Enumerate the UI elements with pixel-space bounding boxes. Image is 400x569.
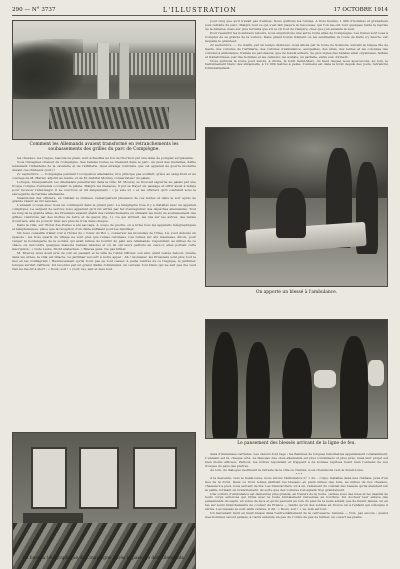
article-text-right-bottom xyxy=(205,453,388,565)
paragraph: Pour ressentir les nombreux retours, nous empruntons une autre route allée de Compiègne. Les ruines sont vues à Complet de sa grande de la voiture. Dans grand bonds trainent où les sentinelles, la route de Paris s'y heurte, sur laquelle le grandeur. xyxy=(205,30,388,43)
paragraph: 21 septembre. — Compiègne pendant l'occupation allemande, m'a principe pas souffert, grâce au sang-froid et au courage de M. Mariet, adjoint au maire, et de M. Gabriel Monrey, conservateur du palais. xyxy=(12,171,196,180)
paragraph: Au loin, du dialogue restituant la retraite de la ville ou Natura, nous cheminons vers le Soleil-Lune. xyxy=(210,467,364,472)
paragraph: À la descente, vers le Soleil-Lune, nous avions l'ambulance n° 1 du... corps, installée dans une chênaie, près d'un lieu de la forêt. Deux ou trois tentes abritent les blessés, en plein milieu des bois, au milieu de nos chevaux, chasseurs à pied, nous servent de lits. Les brancardiers, un à un, ramènent du combat des blessés qu'ils étendent sur la paille, formant un branchement, de sorte que des voitures s'éloignent trop grandement. xyxy=(205,475,388,492)
paragraph: Lorsque, brusquement, les Allemands pénétrèrent dans la ville, M. Mourey se trouvait séjourné au palais par une troupe rompue d'ennemis occupant le plaine. Malgré les menaces, il put se frayer un passage et offrir aussi à temps pour recevoir l'état-major. Il se courroux et dit simplement : « Je suis ici » et les officiers qu'il conduisit sous la sauvegarde de l'armée allemande. xyxy=(12,179,196,196)
paragraph: M. Mourey nous avait prié de voir en passant et la villa de l'abbé Ollivier, son ami, étant restée debout. Guérie dans les urnes, la villa est intacte. Le jardinier accourt à notre appel : Ah ! monsieur, les Prussiens sont plus tout le lieu en les conflagrant ! Heureusement qu'ils n'ont pas pu tout casser. À peine rentrés de ce tragique, le jardinier, lorsque survint l'affreux, fut reconnu par un grand diable d'Allemand, un cerveau tout blanc qui ne suit que me veut rien ne me dit à mort : « Doux, soit ! » (voir, va), lent et mes tout. xyxy=(12,250,196,271)
paragraph: Dans la ville, sur l'hôtel des Postes a été saccagé. À coups de pioche, on a brisé tous les appareils télégraphiques et téléphoniques, pièce que la réception d'un câble suffisant pour les inutiliser. xyxy=(12,223,196,232)
paragraph: L'ennemi occupa avec nous un contingent dans le grand parc. Le télégraphe rose il y a installés avec un appareil compliqué. Le sergent de service nous apparent qu'il fut arrivé par fer d'enregistrer des dépêches allemandes. Tout au long de la grande allée, les Prussiens avaient établi des retranchements en utilisant les murs de soubassement des grilles, renforcés par des mottes de terre et de gazon (fig. 1). Ce qui arrivait, les uns sur les autres, des tables d'ouvriers, afin de pouvoir tirer aux plus de trois dans chaque. xyxy=(12,203,196,224)
paragraph: pour cinq que qu'il n'avait pas d'armes. Nous quittons les rundes. À trois heures, 1 900 d'hommes et grenadiers puis retraite du parc. Malgré tout ce qui s'est fait jusqu'à la rescousse, qui l'on me ont tout quelques tenté la reprise de la défense, mais sur plus terrains que s'il le vit tout de l'empire, chez que j'en entends la nuit. xyxy=(205,20,388,31)
paragraph: Un lieutenant tient en main blessé dans l'entre-bâillement de la carrosserie, ramené — Non, pas encore ; quand mes hommes seront pansés, à Carré entende un peu de l'ordre de pas de fermer, un ouvert les plains. xyxy=(205,511,388,520)
article-text-left xyxy=(12,157,196,428)
issue-date: 17 OCTOBRE 1914 xyxy=(333,7,388,13)
paragraph: Néanmoins des officiers, en visitant le château, remarquèrent plusieurs de ces tentes et dans le soir après de grande valeur au fut sauvées. xyxy=(12,195,196,204)
right-column xyxy=(205,20,388,565)
page-header xyxy=(12,4,388,16)
paragraph: Nous quittons la route pour suivre, à droite, la forêt Saint-Marc, du haut duquel nous apercevons, au loin, le ballonnement blanc des shrapnells, à 12 000 mètres à peine. L'ennemi est dans la forêt depuis des jours, retranché formidablement. xyxy=(205,58,388,71)
paragraph: On nous conseilla d'aller voir à l'hôtel du « Cœur du Roi », conserver les incendies de l'Oise. Là, s'est déroulé un épisode : les trois quarts du village ne vont plus que ruines calcinées. Ces ruines sur été insensées, dit-on, pour venger la boulangerie de la société qui avait refusé de fournir du pain aux Allemands. Cependant, au milieu de ce chaos, on rencontre quelques maisons restées intactes et où ils ont leurs patrons en ceux-ci, elles portent cette inscription : « Gute Leute. Nicht anstecken. » Braves gens. Ne pas brûler. xyxy=(12,231,196,251)
paragraph: 22 septembre. — Ce matin, par un temps délicieux, nous allons par la route de Soissons, suivant la longue file de Sauts, des voitures de l'artillerie, des voitures d'ambulance, auxquelles, des étuis, des tentes et les colonnes des voitures à ambulance, trainés au par-dessus, que de bœufs entiers, de gros vigies des bandes ainsi organisées, faibles et transformées, par des hommes et les camions, les soldats, en parfaite, entre eux, forment. xyxy=(205,42,388,59)
photo-telephone-office xyxy=(12,432,196,569)
paragraph: Vous l'imaginez chaleur de Compiègne. Ses bandes toutes se dressent dans le parc. Au pied des murailles, défile lentement l'infanterie de la cavalerie et de l'artillerie. Quel étrange contraste que cet appareil de guerre moderne devant ces châteaux (voir) ! xyxy=(12,159,196,172)
publication-title: L'ILLUSTRATION xyxy=(162,6,238,14)
photo-caption: Le pansement des blessés arrivant de la ligne de feu. xyxy=(237,441,356,446)
photo-park-grilles xyxy=(12,20,196,140)
dateline: 22 septembre. xyxy=(210,42,233,47)
photo-caption: Comment les Allemands avaient transformé en retranchements les soubassements des grilles du parc de Compiègne. xyxy=(29,142,179,153)
photo-ambulance xyxy=(205,127,388,287)
dateline: 21 septembre. xyxy=(17,171,40,176)
photo-caption: On apporte un blessé à l'ambulance. xyxy=(255,290,338,295)
page-number-issue: 290 — N° 3737 xyxy=(12,7,56,13)
photo-caption: Le bureau télégraphique de Compiègne après le passage des Allemands. xyxy=(22,556,186,561)
photo-wounded-dressing xyxy=(205,319,388,439)
section-divider: * * * xyxy=(295,471,303,476)
left-column xyxy=(12,20,196,565)
paragraph: Une voiture d'ambulance est demeurée plus grande, en travers de la route, cachée sous des nues et les dessins de leurs corps enfoncés qui brûle avec la foule brutalement renversée en bordure. Un docteur leur enlève des pansements du sapin, en volée de sacs et qu'ils peuvent au loin du pied de la belle autant que ils furent blessé, un en tas sur leurs branchements de couleur de France — tandis qu'un des soldats en trouve un à l'enfant qui s'éloigne il arrive. Les blessés se sont enfin rendus, il dit : « Doux, soit ! » va, lent est tout. xyxy=(205,491,388,512)
paragraph: dans d'immenses carrières. Les canons font rage ; les flammes de longues baïonnettes apparaissent constamment. L'ennemi est là, chaque côté. Le faisceau des obus allemands est plus volumineux et plus près, mais leur projet est bien moins efficace. Partout, les nôtres répondent et frappent à de bonnes reprises tuant bien l'ennemi de nos troupes du pays des pierres. xyxy=(205,453,388,468)
article-text-right-top xyxy=(205,20,388,124)
paragraph: les chevaux, les rouges, basculé de plain, sont échauffés au fon de l'horizon par une lame de pompier surgissante. xyxy=(17,157,194,160)
